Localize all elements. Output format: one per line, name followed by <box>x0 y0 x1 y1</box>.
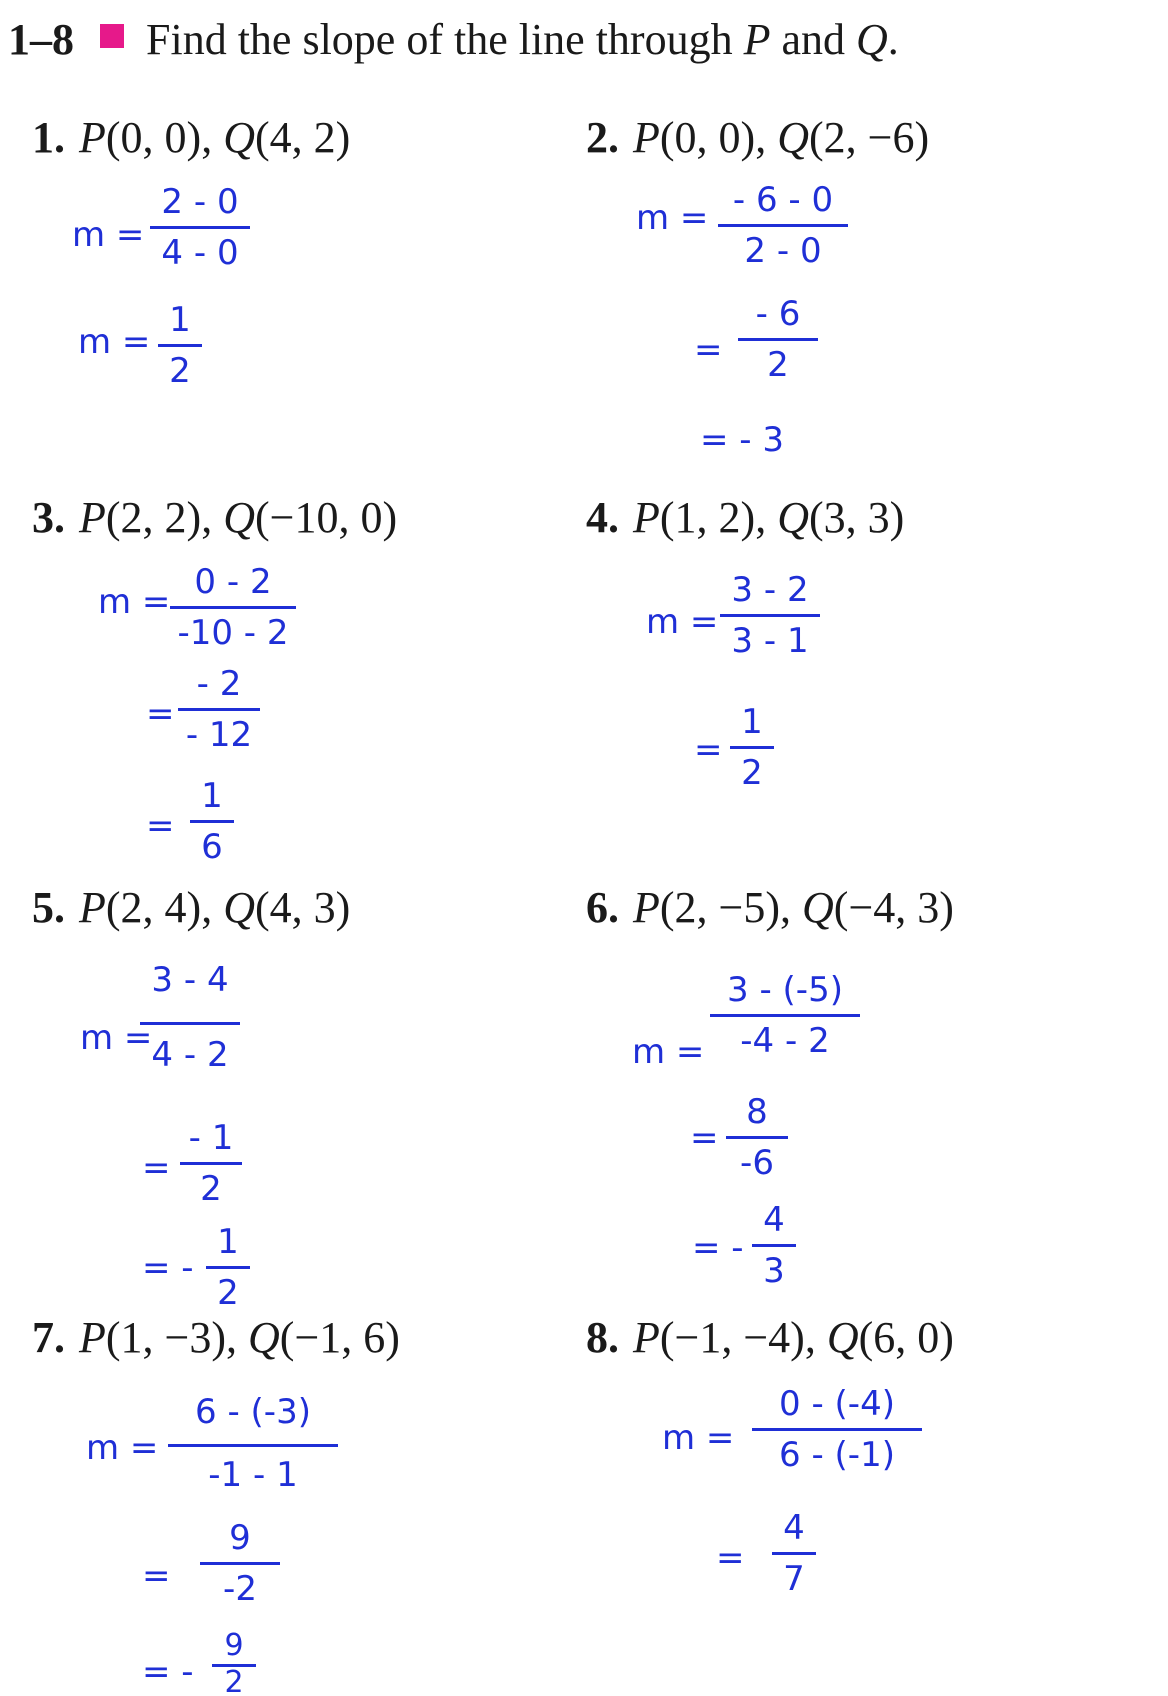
fraction-bar <box>170 606 296 609</box>
equals-sign: = <box>146 694 175 734</box>
p-label: P <box>79 883 106 932</box>
q-coords: (4, 3) <box>254 883 351 932</box>
p-coords: (−1, −4) <box>659 1313 805 1362</box>
problem-7-statement: 7. P(1, −3), Q(−1, 6) <box>32 1313 400 1362</box>
q-label: Q <box>826 1313 859 1362</box>
problem-number: 8. <box>586 1313 619 1362</box>
denominator: - 12 <box>185 715 253 755</box>
instruction-text: Find the slope of the line through <box>146 15 744 64</box>
p-label: P <box>633 113 660 162</box>
fraction <box>150 182 250 273</box>
problem-number: 7. <box>32 1313 65 1362</box>
q-label: Q <box>777 493 809 542</box>
problem-number: 1. <box>32 113 65 162</box>
problem-4-statement: 4. P(1, 2), Q(3, 3) <box>586 493 905 542</box>
fraction <box>168 1392 338 1495</box>
numerator: 3 - 4 <box>151 960 229 1000</box>
fraction <box>738 294 818 385</box>
numerator: 1 <box>217 1222 239 1262</box>
problem-3-statement: 3. P(2, 2), Q(−10, 0) <box>32 493 398 542</box>
p-label: P <box>633 1313 660 1362</box>
denominator: 2 <box>200 1169 222 1209</box>
numerator: 0 - (-4) <box>779 1384 895 1424</box>
final-slope: = - 3 <box>700 420 785 460</box>
fraction <box>720 570 820 661</box>
fraction <box>140 960 240 1075</box>
denominator: 2 <box>169 351 191 391</box>
numerator: - 1 <box>188 1118 234 1158</box>
fraction-bar <box>168 1444 338 1447</box>
denominator: 3 <box>763 1251 785 1291</box>
equals-sign: = - <box>692 1228 744 1268</box>
problem-2-statement: 2. P(0, 0), Q(2, −6) <box>586 113 930 162</box>
problem-number: 4. <box>586 493 619 542</box>
problem-number: 2. <box>586 113 619 162</box>
numerator: 9 <box>224 1630 244 1663</box>
fraction <box>200 1518 280 1609</box>
magenta-square-icon <box>100 24 124 48</box>
denominator: 4 - 2 <box>151 1035 229 1075</box>
fraction <box>158 300 202 391</box>
denominator: 6 <box>201 827 223 867</box>
fraction <box>180 1118 242 1209</box>
p-label: P <box>79 1313 106 1362</box>
p-coords: (2, 2) <box>105 493 202 542</box>
equals-sign: = <box>142 1556 171 1596</box>
q-label: Q <box>248 1313 280 1362</box>
q-coords: (−10, 0) <box>254 493 398 542</box>
numerator: 4 <box>783 1508 805 1548</box>
numerator: 1 <box>169 300 191 340</box>
p-coords: (0, 0) <box>105 113 202 162</box>
fraction-bar <box>150 226 250 229</box>
equals-sign: = <box>690 1118 719 1158</box>
denominator: -1 - 1 <box>208 1455 298 1495</box>
numerator: - 2 <box>196 664 242 704</box>
numerator: 1 <box>741 702 763 742</box>
p-coords: (0, 0) <box>659 113 756 162</box>
fraction-bar <box>190 820 234 823</box>
equals-sign: = - <box>142 1248 194 1288</box>
denominator: 2 <box>741 753 763 793</box>
denominator: -6 <box>740 1143 774 1183</box>
point-p-label: P <box>743 15 771 64</box>
denominator: -2 <box>223 1569 257 1609</box>
instruction-and: and <box>770 15 857 64</box>
denominator: 3 - 1 <box>731 621 809 661</box>
numerator: 3 - (-5) <box>727 970 843 1010</box>
q-label: Q <box>223 883 255 932</box>
equals-sign: = <box>716 1538 745 1578</box>
denominator: -10 - 2 <box>177 613 289 653</box>
problem-8-statement: 8. P(−1, −4), Q(6, 0) <box>586 1313 954 1362</box>
fraction-bar <box>730 746 774 749</box>
numerator: - 6 <box>755 294 801 334</box>
p-label: P <box>633 493 660 542</box>
numerator: 1 <box>201 776 223 816</box>
denominator: 2 <box>217 1273 239 1313</box>
fraction-bar <box>178 708 260 711</box>
fraction-bar <box>726 1136 788 1139</box>
q-coords: (2, −6) <box>808 113 930 162</box>
q-coords: (−1, 6) <box>279 1313 400 1362</box>
q-coords: (−4, 3) <box>833 883 954 932</box>
numerator: - 6 - 0 <box>732 180 834 220</box>
numerator: 8 <box>746 1092 768 1132</box>
slope-label: m = <box>78 322 151 362</box>
slope-label: m = <box>80 1018 153 1058</box>
equals-sign: = - <box>142 1652 194 1692</box>
q-label: Q <box>223 493 255 542</box>
problem-number: 6. <box>586 883 619 932</box>
fraction-bar <box>158 344 202 347</box>
fraction <box>170 562 296 653</box>
instruction-period: . <box>887 15 899 64</box>
equals-sign: = <box>694 730 723 770</box>
fraction <box>730 702 774 793</box>
slope-label: m = <box>98 582 171 622</box>
exercise-range: 1–8 <box>8 15 74 64</box>
fraction-bar <box>206 1266 250 1269</box>
numerator: 0 - 2 <box>194 562 272 602</box>
q-coords: (3, 3) <box>808 493 905 542</box>
numerator: 2 - 0 <box>161 182 239 222</box>
fraction-bar <box>752 1244 796 1247</box>
fraction <box>772 1508 816 1599</box>
problem-6-statement: 6. P(2, −5), Q(−4, 3) <box>586 883 954 932</box>
fraction-bar <box>738 338 818 341</box>
p-coords: (2, 4) <box>105 883 202 932</box>
p-coords: (1, −3) <box>105 1313 227 1362</box>
denominator: 2 <box>767 345 789 385</box>
equals-sign: = <box>146 806 175 846</box>
denominator: 4 - 0 <box>161 233 239 273</box>
q-label: Q <box>223 113 255 162</box>
q-coords: (6, 0) <box>858 1313 954 1362</box>
problem-number: 5. <box>32 883 65 932</box>
p-coords: (2, −5) <box>659 883 781 932</box>
problem-number: 3. <box>32 493 65 542</box>
numerator: 6 - (-3) <box>195 1392 311 1432</box>
fraction-bar <box>180 1162 242 1165</box>
q-label: Q <box>802 883 834 932</box>
fraction <box>206 1222 250 1313</box>
fraction <box>178 664 260 755</box>
p-label: P <box>79 113 106 162</box>
numerator: 4 <box>763 1200 785 1240</box>
fraction <box>190 776 234 867</box>
slope-label: m = <box>86 1428 159 1468</box>
q-label: Q <box>777 113 809 162</box>
denominator: 2 <box>224 1665 244 1696</box>
denominator: 6 - (-1) <box>779 1435 895 1475</box>
fraction-bar <box>710 1014 860 1017</box>
denominator: 7 <box>783 1559 805 1599</box>
fraction <box>752 1200 796 1291</box>
slope-label: m = <box>72 215 145 255</box>
numerator: 9 <box>229 1518 251 1558</box>
problem-5-statement: 5. P(2, 4), Q(4, 3) <box>32 883 351 932</box>
point-q-label: Q <box>856 15 888 64</box>
fraction-bar <box>772 1552 816 1555</box>
slope-label: m = <box>632 1032 705 1072</box>
fraction-bar <box>752 1428 922 1431</box>
equals-sign: = <box>694 330 723 370</box>
fraction <box>710 970 860 1061</box>
slope-label: m = <box>636 198 709 238</box>
fraction-bar <box>200 1562 280 1565</box>
fraction-bar <box>718 224 848 227</box>
fraction <box>718 180 848 271</box>
fraction <box>726 1092 788 1183</box>
q-coords: (4, 2) <box>254 113 351 162</box>
p-label: P <box>79 493 106 542</box>
denominator: -4 - 2 <box>740 1021 830 1061</box>
p-coords: (1, 2) <box>659 493 756 542</box>
slope-label: m = <box>662 1418 735 1458</box>
slope-label: m = <box>646 602 719 642</box>
fraction-bar <box>140 1022 240 1025</box>
denominator: 2 - 0 <box>744 231 822 271</box>
problem-1-statement: 1. P(0, 0), Q(4, 2) <box>32 113 351 162</box>
exercise-header <box>8 14 899 65</box>
p-label: P <box>633 883 660 932</box>
fraction <box>212 1630 256 1696</box>
fraction <box>752 1384 922 1475</box>
fraction-bar <box>720 614 820 617</box>
equals-sign: = <box>142 1148 171 1188</box>
numerator: 3 - 2 <box>731 570 809 610</box>
